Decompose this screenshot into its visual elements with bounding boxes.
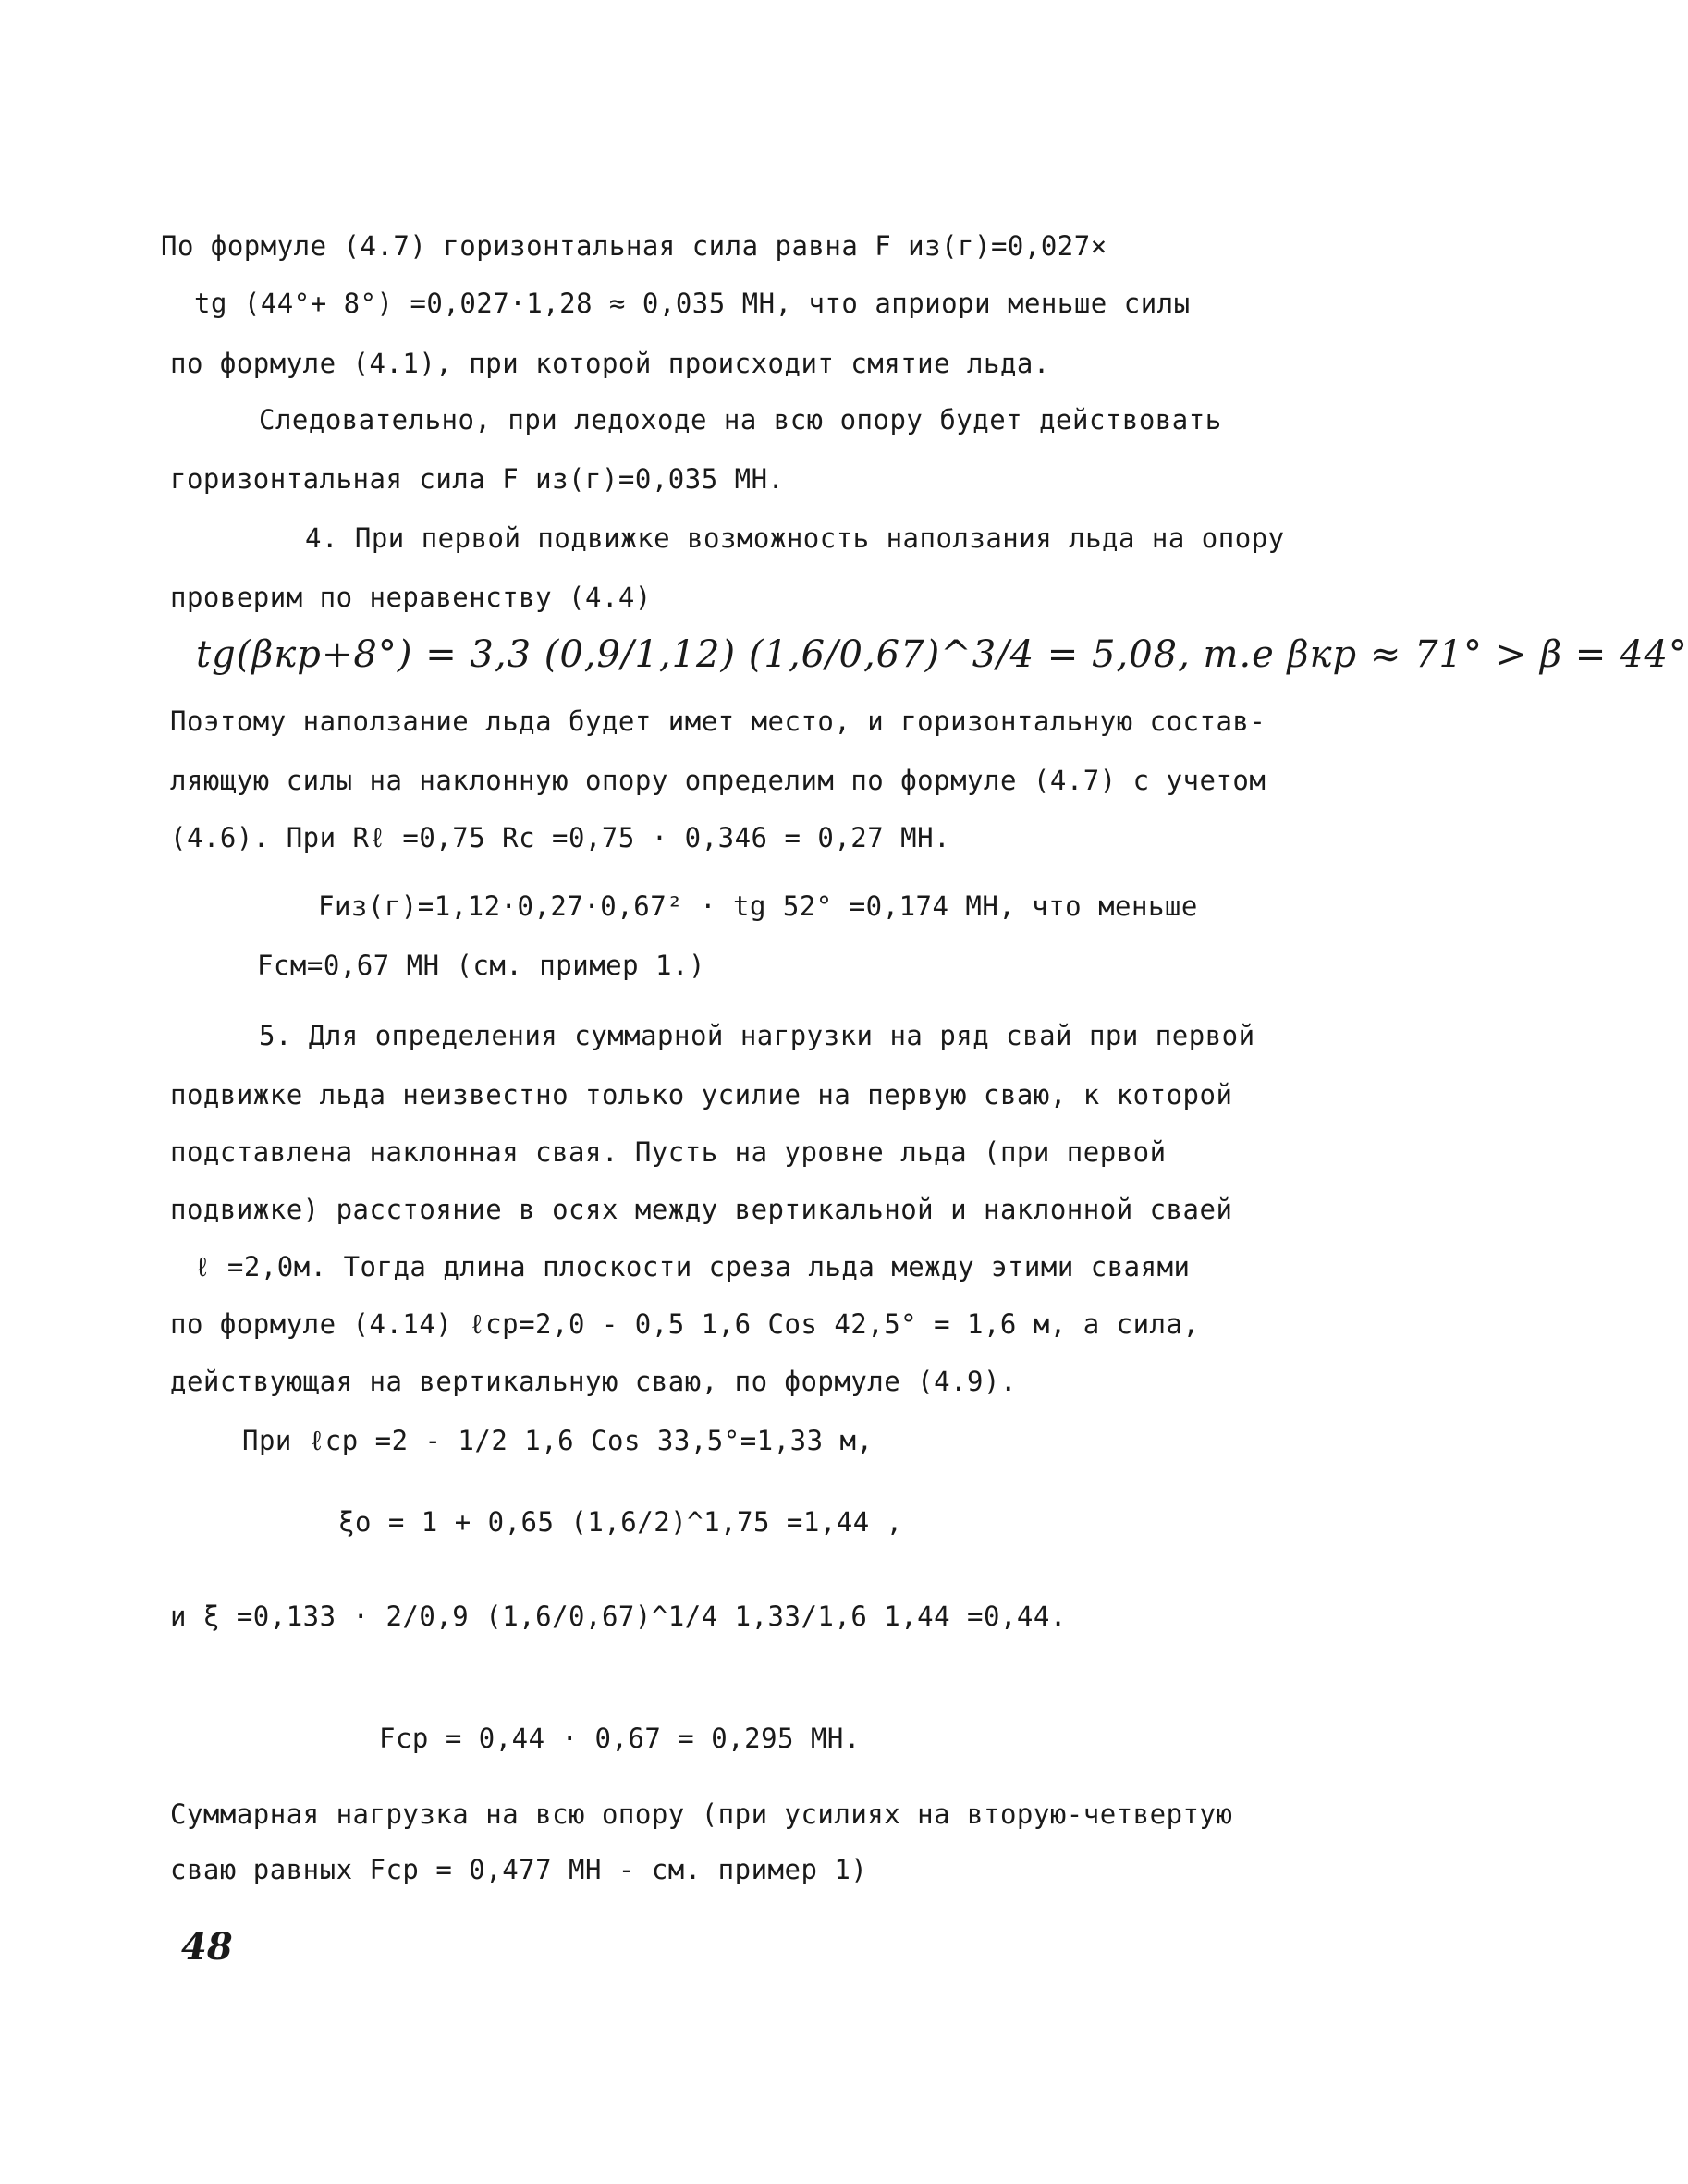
formula-lcp: При ℓср =2 - 1/2 1,6 Cos 33,5°=1,33 м, bbox=[242, 1425, 874, 1456]
text-line-9: Поэтому наползание льда будет имет место, и горизонтальную состав- bbox=[170, 706, 1266, 737]
page-number: 48 bbox=[181, 1925, 233, 1969]
text-line-15: подвижке льда неизвестно только усилие на первую сваю, к которой bbox=[170, 1079, 1233, 1110]
text-line-11: (4.6). При Rℓ =0,75 Rc =0,75 · 0,346 = 0,27 МН. bbox=[170, 822, 951, 853]
text-line-14: 5. Для определения суммарной нагрузки на ряд свай при первой bbox=[259, 1020, 1255, 1051]
formula-fcp: Fср = 0,44 · 0,67 = 0,295 МН. bbox=[379, 1723, 861, 1754]
text-line-5: горизонтальная сила F из(г)=0,035 МН. bbox=[170, 463, 785, 495]
text-line-26: сваю равных Fср = 0,477 МН - см. пример 1) bbox=[170, 1854, 868, 1885]
text-line-3: по формуле (4.1), при которой происходит смятие льда. bbox=[170, 348, 1050, 379]
text-line-16: подставлена наклонная свая. Пусть на уровне льда (при первой bbox=[170, 1136, 1167, 1168]
text-line-10: ляющую силы на наклонную опору определим по формуле (4.7) с учетом bbox=[170, 765, 1266, 796]
text-line-12: Fиз(г)=1,12·0,27·0,67² · tg 52° =0,174 МН, что меньше bbox=[318, 890, 1198, 922]
text-line-19: по формуле (4.14) ℓср=2,0 - 0,5 1,6 Cos 42,5° = 1,6 м, а сила, bbox=[170, 1308, 1200, 1340]
text-line-18: ℓ =2,0м. Тогда длина плоскости среза льда между этими сваями bbox=[194, 1251, 1191, 1282]
text-line-2: tg (44°+ 8°) =0,027·1,28 ≈ 0,035 МН, что априори меньше силы bbox=[194, 288, 1191, 319]
text-line-13: Fсм=0,67 МН (см. пример 1.) bbox=[257, 950, 705, 981]
formula-xi: и ξ =0,133 · 2/0,9 (1,6/0,67)^1/4 1,33/1,6 1,44 =0,44. bbox=[170, 1601, 1067, 1632]
text-line-1: По формуле (4.7) горизонтальная сила равна F из(г)=0,027× bbox=[161, 230, 1107, 262]
text-line-4: Следовательно, при ледоходе на всю опору будет действовать bbox=[259, 404, 1222, 436]
text-line-6: 4. При первой подвижке возможность наползания льда на опору bbox=[305, 522, 1285, 554]
text-line-25: Суммарная нагрузка на всю опору (при усилиях на вторую-четвертую bbox=[170, 1798, 1233, 1830]
handwritten-inequality: tg(βкр+8°) = 3,3 (0,9/1,12) (1,6/0,67)^3/4 = 5,08, т.е βкр ≈ 71° > β = 44° bbox=[196, 633, 1688, 676]
text-line-20: действующая на вертикальную сваю, по формуле (4.9). bbox=[170, 1366, 1017, 1397]
formula-xi-o: ξo = 1 + 0,65 (1,6/2)^1,75 =1,44 , bbox=[338, 1506, 903, 1538]
text-line-17: подвижке) расстояние в осях между вертикальной и наклонной сваей bbox=[170, 1194, 1233, 1225]
text-line-7: проверим по неравенству (4.4) bbox=[170, 582, 652, 613]
